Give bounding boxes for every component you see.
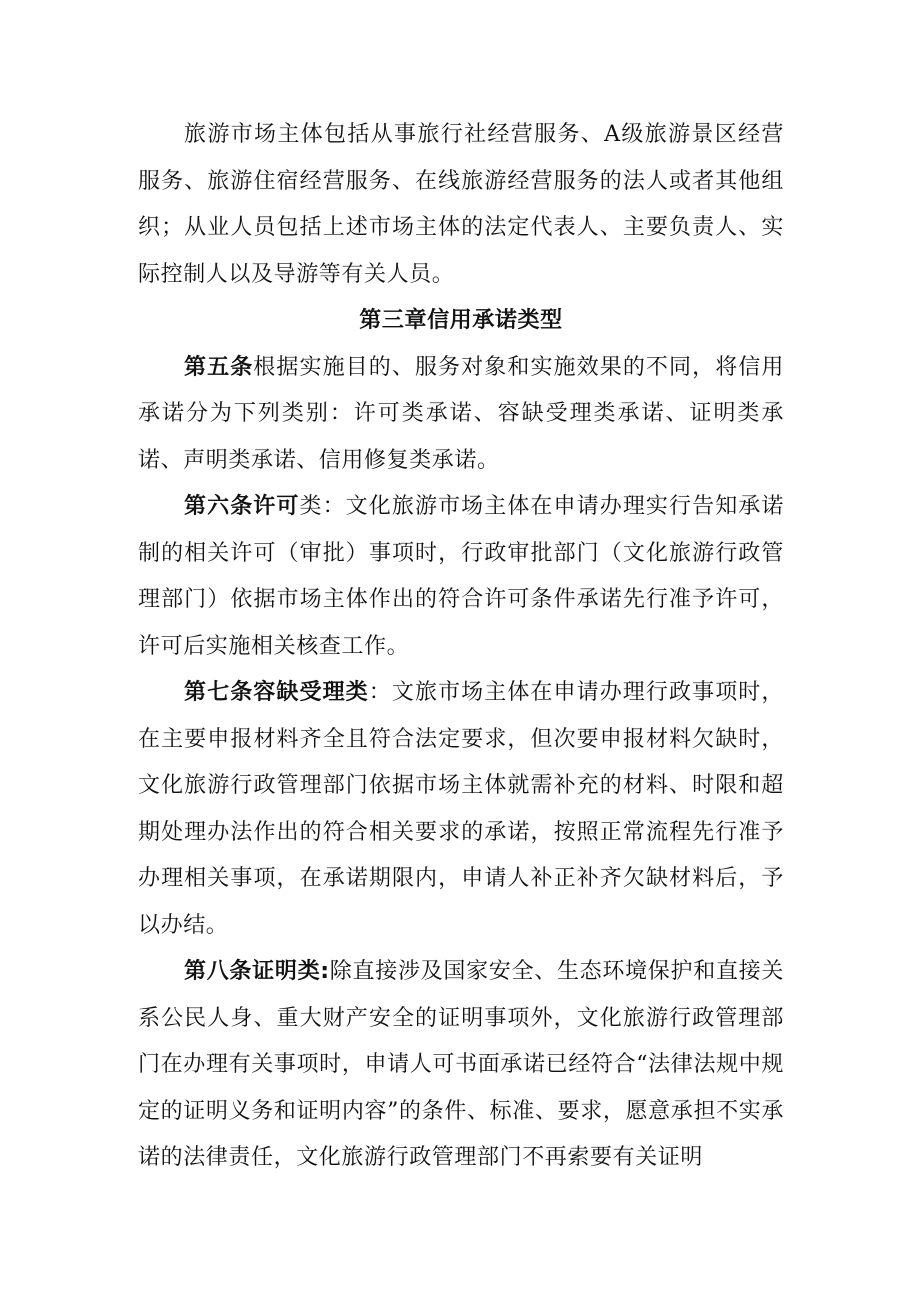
- article-paragraph: [138, 345, 784, 485]
- article-body: ：文旅市场主体在申请办理行政事项时，在主要申报材料齐全且符合法定要求，但次要申报材料欠缺时，文化旅游行政管理部门依据市场主体就需补充的材料、时限和超期处理办法作出的符合相关要求的承诺，按照正常流程先行准予办理相关事项，在承诺期限内，申请人补正补齐欠缺材料后，予以办结。: [138, 680, 784, 938]
- article-paragraph: [138, 949, 784, 1182]
- document-content: [138, 112, 784, 1182]
- article-body: 除直接涉及国家安全、生态环境保护和直接关系公民人身、重大财产安全的证明事项外，文化旅游行政管理部门在办理有关事项时，申请人可书面承诺已经符合“法律法规中规定的证明义务和证明内容”的条件、标准、要求，愿意承担不实承诺的法律责任，文化旅游行政管理部门不再索要有关证明: [138, 959, 784, 1170]
- chapter-heading: 第三章信用承诺类型: [359, 308, 563, 333]
- intro-paragraph: 旅游市场主体包括从事旅行社经营服务、A级旅游景区经营服务、旅游住宿经营服务、在线旅游经营服务的法人或者其他组织；从业人员包括上述市场主体的法定代表人、主要负责人、实际控制人以及导游等有关人员。: [138, 122, 784, 287]
- article-paragraph: [138, 484, 784, 670]
- article-title: 第五条: [184, 354, 254, 380]
- article-body: 根据实施目的、服务对象和实施效果的不同，将信用承诺分为下列类别：许可类承诺、容缺受理类承诺、证明类承诺、声明类承诺、信用修复类承诺。: [138, 354, 784, 473]
- article-body: 类：文化旅游市场主体在申请办理实行告知承诺制的相关许可（审批）事项时，行政审批部门（文化旅游行政管理部门）依据市场主体作出的符合许可条件承诺先行准予许可，许可后实施相关核查工作。: [138, 494, 784, 659]
- article-title: 第六条许可: [184, 494, 300, 519]
- article-paragraph: [138, 670, 784, 949]
- article-title: 第七条容缺受理类: [184, 680, 369, 705]
- article-title: 第八条证明类:: [184, 959, 330, 984]
